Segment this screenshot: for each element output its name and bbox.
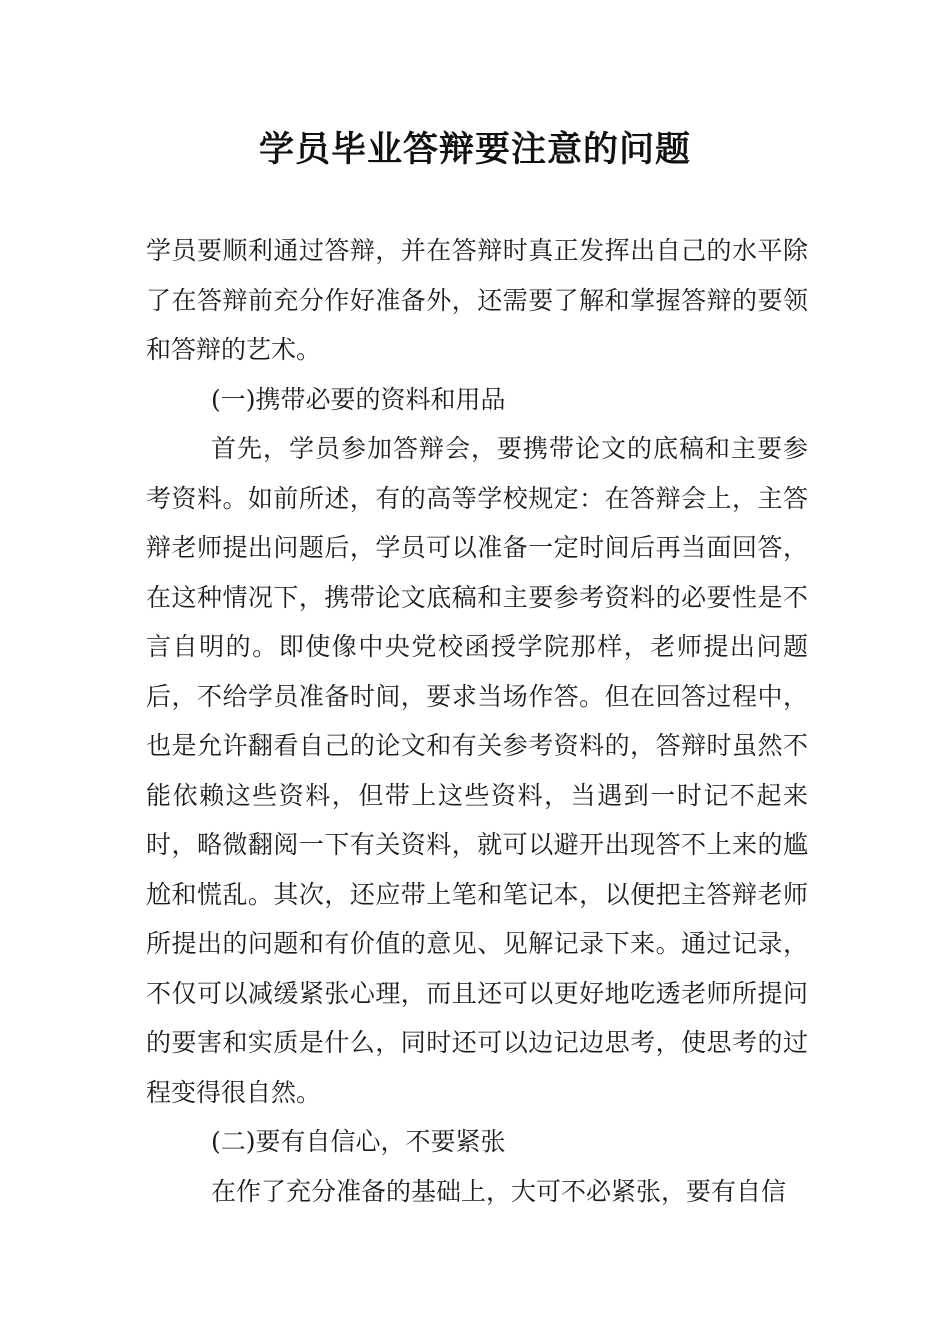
section-heading-1: (一)携带必要的资料和用品 <box>211 384 506 414</box>
paragraph-materials: 首先，学员参加答辩会，要携带论文的底稿和主要参考资料。如前所述，有的高等学校规定：在答辩会上，主答辩老师提出问题后，学员可以准备一定时间后再当面回答，在这种情况下，携带论文底稿和主要参考资料的必要性是不言自明的。即使像中央党校函授学院那样，老师提出问题后，不给学员准备时间，要求当场作答。但在回答过程中，也是允许翻看自己的论文和有关参考资料的，答辩时虽然不能依赖这些资料，但带上这些资料，当遇到一时记不起来时，略微翻阅一下有关资料，就可以避开出现答不上来的尴尬和慌乱。其次，还应带上笔和笔记本，以便把主答辩老师所提出的问题和有价值的意见、见解记录下来。通过记录，不仅可以减缓紧张心理，而且还可以更好地吃透老师所提问的要害和实质是什么，同时还可以边记边思考，使思考的过程变得很自然。 <box>146 434 808 1107</box>
paragraph-confidence: 在作了充分准备的基础上，大可不必紧张，要有自信 <box>211 1176 787 1206</box>
document-title: 学员毕业答辩要注意的问题 <box>258 130 691 170</box>
document-body <box>146 226 808 1216</box>
paragraph-intro: 学员要顺利通过答辩，并在答辩时真正发挥出自己的水平除了在答辩前充分作好准备外，还需要了解和掌握答辩的要领和答辩的艺术。 <box>146 236 808 364</box>
section-heading-2: (二)要有自信心，不要紧张 <box>211 1127 506 1156</box>
